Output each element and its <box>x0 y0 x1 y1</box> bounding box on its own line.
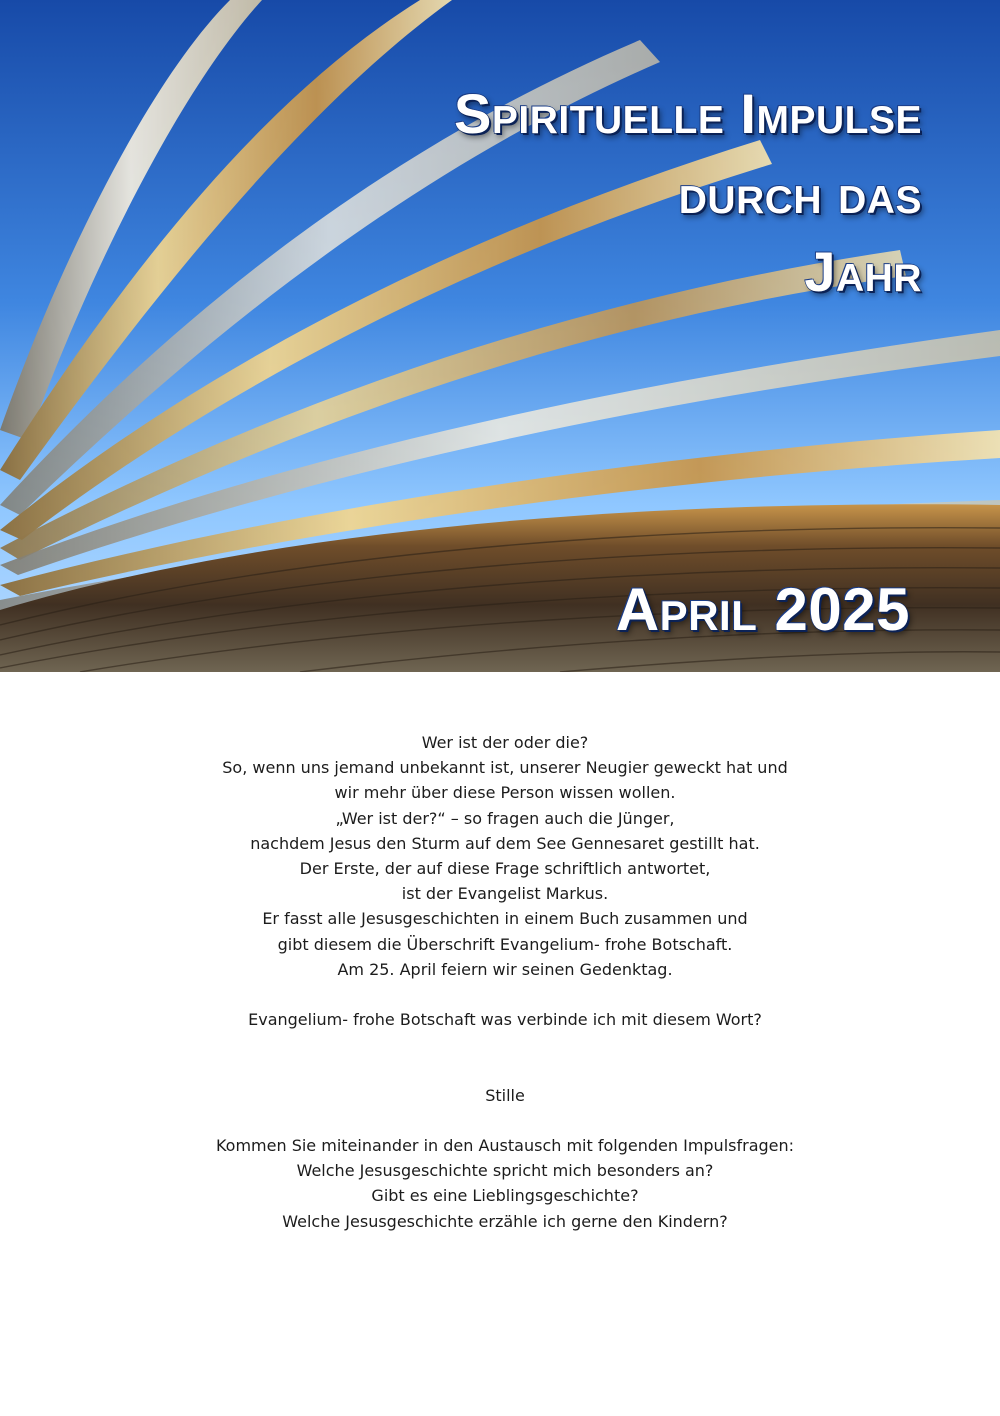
open-book-header-image <box>0 0 1000 672</box>
impulse-line: Gibt es eine Lieblingsgeschichte? <box>371 1186 639 1206</box>
title-line-3: Jahr <box>804 240 922 303</box>
intro-line: nachdem Jesus den Sturm auf dem See Gennesaret gestillt hat. <box>250 833 760 853</box>
intro-line: „Wer ist der?“ – so fragen auch die Jünger, <box>335 808 675 828</box>
intro-line: gibt diesem die Überschrift Evangelium- frohe Botschaft. <box>277 934 733 954</box>
intro-line: So, wenn uns jemand unbekannt ist, unserer Neugier geweckt hat und <box>222 758 788 778</box>
impulse-line: Welche Jesusgeschichte erzähle ich gerne den Kindern? <box>282 1211 728 1231</box>
spacer <box>150 982 860 1007</box>
intro-line: Der Erste, der auf diese Frage schriftlich antwortet, <box>299 858 711 878</box>
intro-line: ist der Evangelist Markus. <box>401 884 609 904</box>
spacer <box>150 1108 860 1133</box>
intro-line: wir mehr über diese Person wissen wollen. <box>334 783 676 803</box>
impulse-line: Kommen Sie miteinander in den Austausch mit folgenden Impulsfragen: <box>215 1136 795 1156</box>
month-title: April 2025 <box>615 576 910 643</box>
silence-label: Stille <box>485 1085 525 1105</box>
impulse-line: Welche Jesusgeschichte spricht mich besonders an? <box>296 1161 714 1181</box>
spacer <box>150 1032 860 1082</box>
intro-line: Am 25. April feiern wir seinen Gedenktag. <box>337 959 673 979</box>
reflection-question: Evangelium- frohe Botschaft was verbinde ich mit diesem Wort? <box>248 1010 762 1030</box>
reflection-text <box>150 730 860 1234</box>
intro-line: Er fasst alle Jesusgeschichten in einem Buch zusammen und <box>262 909 748 929</box>
title-line-1: Spirituelle Impulse <box>454 82 922 145</box>
intro-line: Wer ist der oder die? <box>421 733 589 752</box>
title-line-2: durch das <box>678 162 922 225</box>
